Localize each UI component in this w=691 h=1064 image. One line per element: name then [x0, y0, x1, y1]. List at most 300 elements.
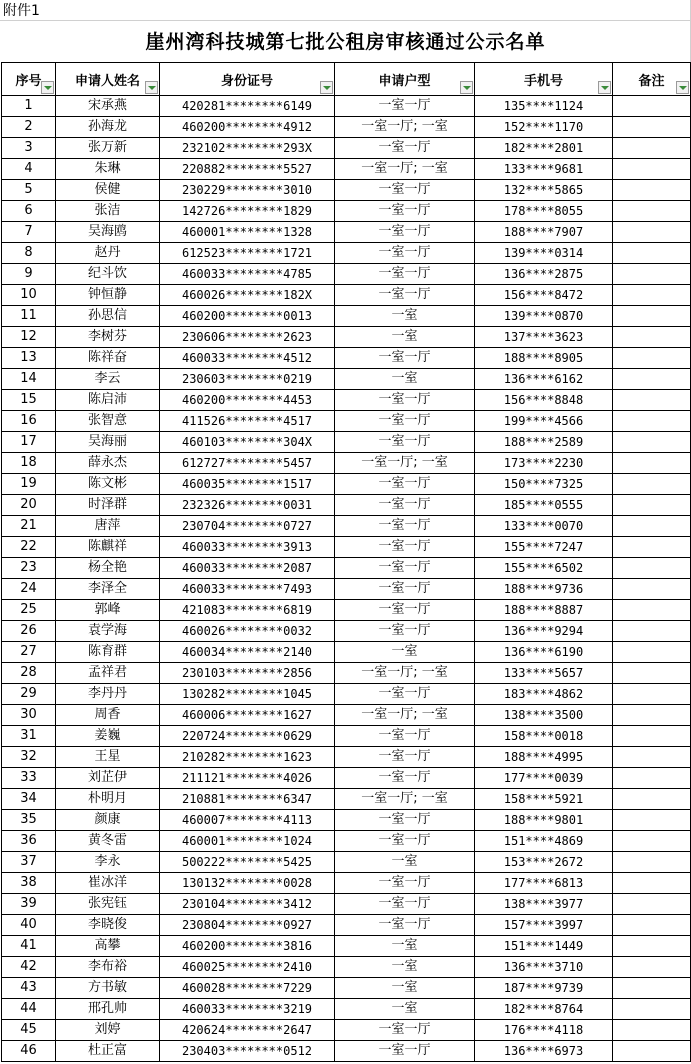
cell-applicant-name: 孙海龙 — [56, 117, 160, 138]
cell-applicant-name: 朱琳 — [56, 159, 160, 180]
cell-id-number: 230403********0512 — [160, 1041, 335, 1062]
cell-unit-type: 一室一厅 — [335, 432, 475, 453]
cell-unit-type: 一室 — [335, 369, 475, 390]
cell-phone: 188****9801 — [475, 810, 613, 831]
cell-index: 33 — [2, 768, 56, 789]
cell-phone: 133****0070 — [475, 516, 613, 537]
cell-remarks — [613, 1041, 691, 1062]
cell-remarks — [613, 243, 691, 264]
cell-applicant-name: 李丹丹 — [56, 684, 160, 705]
cell-unit-type: 一室一厅 — [335, 894, 475, 915]
column-header-label: 申请人姓名 — [74, 73, 140, 89]
cell-remarks — [613, 600, 691, 621]
cell-remarks — [613, 516, 691, 537]
cell-index: 27 — [2, 642, 56, 663]
cell-remarks — [613, 432, 691, 453]
filter-dropdown-icon[interactable] — [460, 81, 473, 94]
cell-id-number: 460026********0032 — [160, 621, 335, 642]
cell-phone: 178****8055 — [475, 201, 613, 222]
cell-index: 23 — [2, 558, 56, 579]
cell-remarks — [613, 852, 691, 873]
cell-remarks — [613, 159, 691, 180]
cell-index: 36 — [2, 831, 56, 852]
cell-phone: 155****6502 — [475, 558, 613, 579]
cell-phone: 136****6973 — [475, 1041, 613, 1062]
cell-id-number: 230704********0727 — [160, 516, 335, 537]
cell-phone: 176****4118 — [475, 1020, 613, 1041]
cell-unit-type: 一室一厅 — [335, 138, 475, 159]
cell-applicant-name: 赵丹 — [56, 243, 160, 264]
cell-id-number: 220724********0629 — [160, 726, 335, 747]
cell-id-number: 460028********7229 — [160, 978, 335, 999]
cell-applicant-name: 朴明月 — [56, 789, 160, 810]
table-row — [2, 684, 691, 705]
column-header-remarks — [613, 63, 691, 96]
cell-phone: 136****6162 — [475, 369, 613, 390]
cell-unit-type: 一室 — [335, 936, 475, 957]
table-row — [2, 999, 691, 1020]
cell-index: 44 — [2, 999, 56, 1020]
table-row — [2, 621, 691, 642]
cell-applicant-name: 刘芷伊 — [56, 768, 160, 789]
table-row — [2, 453, 691, 474]
cell-unit-type: 一室一厅 — [335, 243, 475, 264]
cell-remarks — [613, 327, 691, 348]
cell-unit-type: 一室一厅 — [335, 201, 475, 222]
cell-index: 31 — [2, 726, 56, 747]
table-row — [2, 537, 691, 558]
table-row — [2, 936, 691, 957]
cell-unit-type: 一室一厅 — [335, 1041, 475, 1062]
column-header-label: 备注 — [638, 73, 665, 89]
cell-applicant-name: 时泽群 — [56, 495, 160, 516]
cell-id-number: 460033********3913 — [160, 537, 335, 558]
cell-unit-type: 一室一厅 — [335, 390, 475, 411]
column-header-label: 身份证号 — [220, 73, 273, 89]
cell-phone: 188****7907 — [475, 222, 613, 243]
cell-id-number: 232102********293X — [160, 138, 335, 159]
cell-phone: 138****3977 — [475, 894, 613, 915]
cell-unit-type: 一室一厅; 一室 — [335, 705, 475, 726]
cell-id-number: 210881********6347 — [160, 789, 335, 810]
cell-applicant-name: 邢孔帅 — [56, 999, 160, 1020]
cell-index: 32 — [2, 747, 56, 768]
cell-unit-type: 一室一厅 — [335, 915, 475, 936]
cell-applicant-name: 郭峰 — [56, 600, 160, 621]
cell-applicant-name: 张万新 — [56, 138, 160, 159]
cell-unit-type: 一室一厅 — [335, 1020, 475, 1041]
cell-remarks — [613, 1020, 691, 1041]
table-row — [2, 663, 691, 684]
filter-dropdown-icon[interactable] — [145, 81, 158, 94]
table-row — [2, 369, 691, 390]
table-row — [2, 117, 691, 138]
table-row — [2, 873, 691, 894]
cell-phone: 151****4869 — [475, 831, 613, 852]
cell-id-number: 460200********4453 — [160, 390, 335, 411]
cell-applicant-name: 袁学海 — [56, 621, 160, 642]
table-row — [2, 810, 691, 831]
cell-phone: 151****1449 — [475, 936, 613, 957]
cell-index: 38 — [2, 873, 56, 894]
cell-remarks — [613, 453, 691, 474]
cell-remarks — [613, 96, 691, 117]
cell-applicant-name: 陈启沛 — [56, 390, 160, 411]
cell-index: 29 — [2, 684, 56, 705]
cell-id-number: 420281********6149 — [160, 96, 335, 117]
cell-phone: 177****0039 — [475, 768, 613, 789]
cell-remarks — [613, 726, 691, 747]
cell-id-number: 210282********1623 — [160, 747, 335, 768]
cell-applicant-name: 颜康 — [56, 810, 160, 831]
cell-remarks — [613, 936, 691, 957]
cell-phone: 136****6190 — [475, 642, 613, 663]
cell-unit-type: 一室一厅 — [335, 411, 475, 432]
cell-index: 17 — [2, 432, 56, 453]
cell-applicant-name: 李树芬 — [56, 327, 160, 348]
column-header-unit-type — [335, 63, 475, 96]
table-row — [2, 159, 691, 180]
cell-index: 14 — [2, 369, 56, 390]
cell-unit-type: 一室一厅 — [335, 810, 475, 831]
cell-phone: 136****2875 — [475, 264, 613, 285]
cell-index: 13 — [2, 348, 56, 369]
cell-applicant-name: 姜巍 — [56, 726, 160, 747]
cell-unit-type: 一室一厅 — [335, 831, 475, 852]
cell-index: 39 — [2, 894, 56, 915]
cell-phone: 150****7325 — [475, 474, 613, 495]
cell-unit-type: 一室 — [335, 306, 475, 327]
table-row — [2, 285, 691, 306]
cell-applicant-name: 吴海丽 — [56, 432, 160, 453]
cell-phone: 138****3500 — [475, 705, 613, 726]
cell-phone: 188****9736 — [475, 579, 613, 600]
table-row — [2, 516, 691, 537]
cell-unit-type: 一室一厅 — [335, 747, 475, 768]
cell-index: 30 — [2, 705, 56, 726]
cell-index: 1 — [2, 96, 56, 117]
cell-unit-type: 一室一厅 — [335, 873, 475, 894]
cell-id-number: 230104********3412 — [160, 894, 335, 915]
cell-phone: 156****8472 — [475, 285, 613, 306]
cell-applicant-name: 李晓俊 — [56, 915, 160, 936]
cell-remarks — [613, 978, 691, 999]
cell-remarks — [613, 369, 691, 390]
cell-id-number: 230804********0927 — [160, 915, 335, 936]
cell-applicant-name: 杜正富 — [56, 1041, 160, 1062]
filter-dropdown-icon[interactable] — [598, 81, 611, 94]
cell-remarks — [613, 285, 691, 306]
cell-id-number: 460033********7493 — [160, 579, 335, 600]
cell-unit-type: 一室一厅 — [335, 579, 475, 600]
cell-index: 35 — [2, 810, 56, 831]
cell-id-number: 211121********4026 — [160, 768, 335, 789]
cell-id-number: 460200********3816 — [160, 936, 335, 957]
cell-index: 34 — [2, 789, 56, 810]
cell-phone: 183****4862 — [475, 684, 613, 705]
table-row — [2, 348, 691, 369]
table-row — [2, 1041, 691, 1062]
cell-remarks — [613, 705, 691, 726]
cell-phone: 152****1170 — [475, 117, 613, 138]
cell-index: 2 — [2, 117, 56, 138]
cell-id-number: 232326********0031 — [160, 495, 335, 516]
cell-index: 22 — [2, 537, 56, 558]
cell-id-number: 220882********5527 — [160, 159, 335, 180]
cell-unit-type: 一室 — [335, 642, 475, 663]
cell-applicant-name: 张宪钰 — [56, 894, 160, 915]
cell-remarks — [613, 222, 691, 243]
cell-unit-type: 一室一厅 — [335, 768, 475, 789]
cell-index: 9 — [2, 264, 56, 285]
table-row — [2, 474, 691, 495]
cell-applicant-name: 陈育群 — [56, 642, 160, 663]
cell-id-number: 142726********1829 — [160, 201, 335, 222]
cell-phone: 133****9681 — [475, 159, 613, 180]
cell-phone: 139****0314 — [475, 243, 613, 264]
table-row — [2, 411, 691, 432]
cell-unit-type: 一室一厅 — [335, 96, 475, 117]
cell-index: 45 — [2, 1020, 56, 1041]
cell-phone: 188****8905 — [475, 348, 613, 369]
cell-remarks — [613, 999, 691, 1020]
table-row — [2, 306, 691, 327]
table-row — [2, 390, 691, 411]
cell-unit-type: 一室一厅; 一室 — [335, 453, 475, 474]
attachment-label: 附件1 — [3, 3, 40, 19]
cell-unit-type: 一室 — [335, 957, 475, 978]
cell-unit-type: 一室一厅; 一室 — [335, 789, 475, 810]
cell-unit-type: 一室一厅 — [335, 285, 475, 306]
cell-id-number: 460200********4912 — [160, 117, 335, 138]
cell-index: 5 — [2, 180, 56, 201]
cell-id-number: 460033********4785 — [160, 264, 335, 285]
cell-remarks — [613, 348, 691, 369]
cell-remarks — [613, 894, 691, 915]
cell-applicant-name: 宋承燕 — [56, 96, 160, 117]
cell-id-number: 230229********3010 — [160, 180, 335, 201]
column-header-label: 序号 — [15, 73, 42, 89]
table-row — [2, 747, 691, 768]
applicant-table — [1, 62, 691, 1062]
cell-applicant-name: 周香 — [56, 705, 160, 726]
cell-applicant-name: 钟恒静 — [56, 285, 160, 306]
cell-applicant-name: 方书敏 — [56, 978, 160, 999]
table-row — [2, 768, 691, 789]
cell-phone: 185****0555 — [475, 495, 613, 516]
cell-phone: 157****3997 — [475, 915, 613, 936]
cell-phone: 199****4566 — [475, 411, 613, 432]
cell-applicant-name: 李永 — [56, 852, 160, 873]
cell-unit-type: 一室一厅; 一室 — [335, 159, 475, 180]
table-row — [2, 1020, 691, 1041]
cell-phone: 177****6813 — [475, 873, 613, 894]
cell-remarks — [613, 789, 691, 810]
cell-phone: 182****8764 — [475, 999, 613, 1020]
table-row — [2, 180, 691, 201]
cell-id-number: 420624********2647 — [160, 1020, 335, 1041]
cell-remarks — [613, 390, 691, 411]
cell-id-number: 460026********182X — [160, 285, 335, 306]
cell-unit-type: 一室 — [335, 327, 475, 348]
cell-remarks — [613, 642, 691, 663]
cell-id-number: 460035********1517 — [160, 474, 335, 495]
cell-remarks — [613, 621, 691, 642]
cell-unit-type: 一室一厅 — [335, 726, 475, 747]
cell-phone: 158****0018 — [475, 726, 613, 747]
cell-index: 21 — [2, 516, 56, 537]
cell-remarks — [613, 264, 691, 285]
cell-applicant-name: 王星 — [56, 747, 160, 768]
cell-unit-type: 一室一厅; 一室 — [335, 117, 475, 138]
table-row — [2, 978, 691, 999]
table-row — [2, 831, 691, 852]
cell-remarks — [613, 957, 691, 978]
cell-remarks — [613, 537, 691, 558]
cell-remarks — [613, 873, 691, 894]
cell-id-number: 612727********5457 — [160, 453, 335, 474]
cell-unit-type: 一室一厅 — [335, 222, 475, 243]
cell-remarks — [613, 495, 691, 516]
cell-applicant-name: 张智意 — [56, 411, 160, 432]
filter-dropdown-icon[interactable] — [41, 81, 54, 94]
cell-phone: 135****1124 — [475, 96, 613, 117]
cell-remarks — [613, 474, 691, 495]
cell-applicant-name: 李布裕 — [56, 957, 160, 978]
table-row — [2, 243, 691, 264]
cell-phone: 182****2801 — [475, 138, 613, 159]
cell-phone: 158****5921 — [475, 789, 613, 810]
cell-id-number: 411526********4517 — [160, 411, 335, 432]
cell-unit-type: 一室一厅; 一室 — [335, 663, 475, 684]
cell-id-number: 460200********0013 — [160, 306, 335, 327]
table-row — [2, 327, 691, 348]
cell-id-number: 421083********6819 — [160, 600, 335, 621]
cell-index: 43 — [2, 978, 56, 999]
column-header-name — [56, 63, 160, 96]
cell-phone: 173****2230 — [475, 453, 613, 474]
cell-index: 20 — [2, 495, 56, 516]
cell-remarks — [613, 180, 691, 201]
cell-id-number: 460033********3219 — [160, 999, 335, 1020]
cell-id-number: 130132********0028 — [160, 873, 335, 894]
cell-index: 18 — [2, 453, 56, 474]
table-row — [2, 222, 691, 243]
cell-phone: 156****8848 — [475, 390, 613, 411]
cell-unit-type: 一室 — [335, 999, 475, 1020]
cell-remarks — [613, 768, 691, 789]
cell-remarks — [613, 117, 691, 138]
cell-index: 40 — [2, 915, 56, 936]
cell-unit-type: 一室一厅 — [335, 348, 475, 369]
column-header-phone — [475, 63, 613, 96]
table-row — [2, 852, 691, 873]
cell-applicant-name: 李云 — [56, 369, 160, 390]
cell-unit-type: 一室一厅 — [335, 558, 475, 579]
table-row — [2, 894, 691, 915]
cell-index: 42 — [2, 957, 56, 978]
cell-id-number: 460025********2410 — [160, 957, 335, 978]
table-row — [2, 957, 691, 978]
cell-remarks — [613, 579, 691, 600]
table-row — [2, 432, 691, 453]
cell-remarks — [613, 138, 691, 159]
cell-index: 11 — [2, 306, 56, 327]
cell-applicant-name: 李泽全 — [56, 579, 160, 600]
cell-phone: 155****7247 — [475, 537, 613, 558]
cell-unit-type: 一室一厅 — [335, 495, 475, 516]
cell-index: 26 — [2, 621, 56, 642]
cell-applicant-name: 刘婷 — [56, 1020, 160, 1041]
cell-unit-type: 一室 — [335, 852, 475, 873]
table-row — [2, 96, 691, 117]
table-row — [2, 264, 691, 285]
cell-index: 41 — [2, 936, 56, 957]
cell-remarks — [613, 201, 691, 222]
cell-unit-type: 一室一厅 — [335, 621, 475, 642]
cell-id-number: 460103********304X — [160, 432, 335, 453]
cell-index: 12 — [2, 327, 56, 348]
cell-phone: 133****5657 — [475, 663, 613, 684]
cell-phone: 136****3710 — [475, 957, 613, 978]
page-title: 崖州湾科技城第七批公租房审核通过公示名单 — [145, 31, 546, 53]
table-row — [2, 600, 691, 621]
cell-unit-type: 一室一厅 — [335, 474, 475, 495]
cell-index: 15 — [2, 390, 56, 411]
cell-applicant-name: 孟祥君 — [56, 663, 160, 684]
cell-index: 6 — [2, 201, 56, 222]
cell-id-number: 460006********1627 — [160, 705, 335, 726]
cell-remarks — [613, 306, 691, 327]
cell-remarks — [613, 558, 691, 579]
cell-unit-type: 一室一厅 — [335, 537, 475, 558]
table-row — [2, 579, 691, 600]
cell-applicant-name: 薛永杰 — [56, 453, 160, 474]
cell-phone: 139****0870 — [475, 306, 613, 327]
cell-id-number: 230606********2623 — [160, 327, 335, 348]
cell-remarks — [613, 915, 691, 936]
cell-phone: 132****5865 — [475, 180, 613, 201]
cell-id-number: 460034********2140 — [160, 642, 335, 663]
cell-phone: 137****3623 — [475, 327, 613, 348]
cell-remarks — [613, 663, 691, 684]
cell-phone: 153****2672 — [475, 852, 613, 873]
cell-applicant-name: 杨全艳 — [56, 558, 160, 579]
cell-applicant-name: 吴海鸥 — [56, 222, 160, 243]
filter-dropdown-icon[interactable] — [320, 81, 333, 94]
cell-remarks — [613, 684, 691, 705]
cell-id-number: 460033********2087 — [160, 558, 335, 579]
cell-unit-type: 一室一厅 — [335, 180, 475, 201]
table-header-row — [2, 63, 691, 96]
cell-index: 4 — [2, 159, 56, 180]
column-header-label: 手机号 — [523, 73, 563, 89]
cell-applicant-name: 陈文彬 — [56, 474, 160, 495]
table-row — [2, 138, 691, 159]
cell-index: 3 — [2, 138, 56, 159]
cell-applicant-name: 纪斗饮 — [56, 264, 160, 285]
cell-phone: 188****8887 — [475, 600, 613, 621]
table-row — [2, 201, 691, 222]
cell-applicant-name: 陈祥奋 — [56, 348, 160, 369]
cell-unit-type: 一室一厅 — [335, 684, 475, 705]
filter-dropdown-icon[interactable] — [676, 81, 689, 94]
column-header-index — [2, 63, 56, 96]
cell-id-number: 460007********4113 — [160, 810, 335, 831]
table-row — [2, 726, 691, 747]
cell-applicant-name: 孙思信 — [56, 306, 160, 327]
cell-applicant-name: 崔冰洋 — [56, 873, 160, 894]
